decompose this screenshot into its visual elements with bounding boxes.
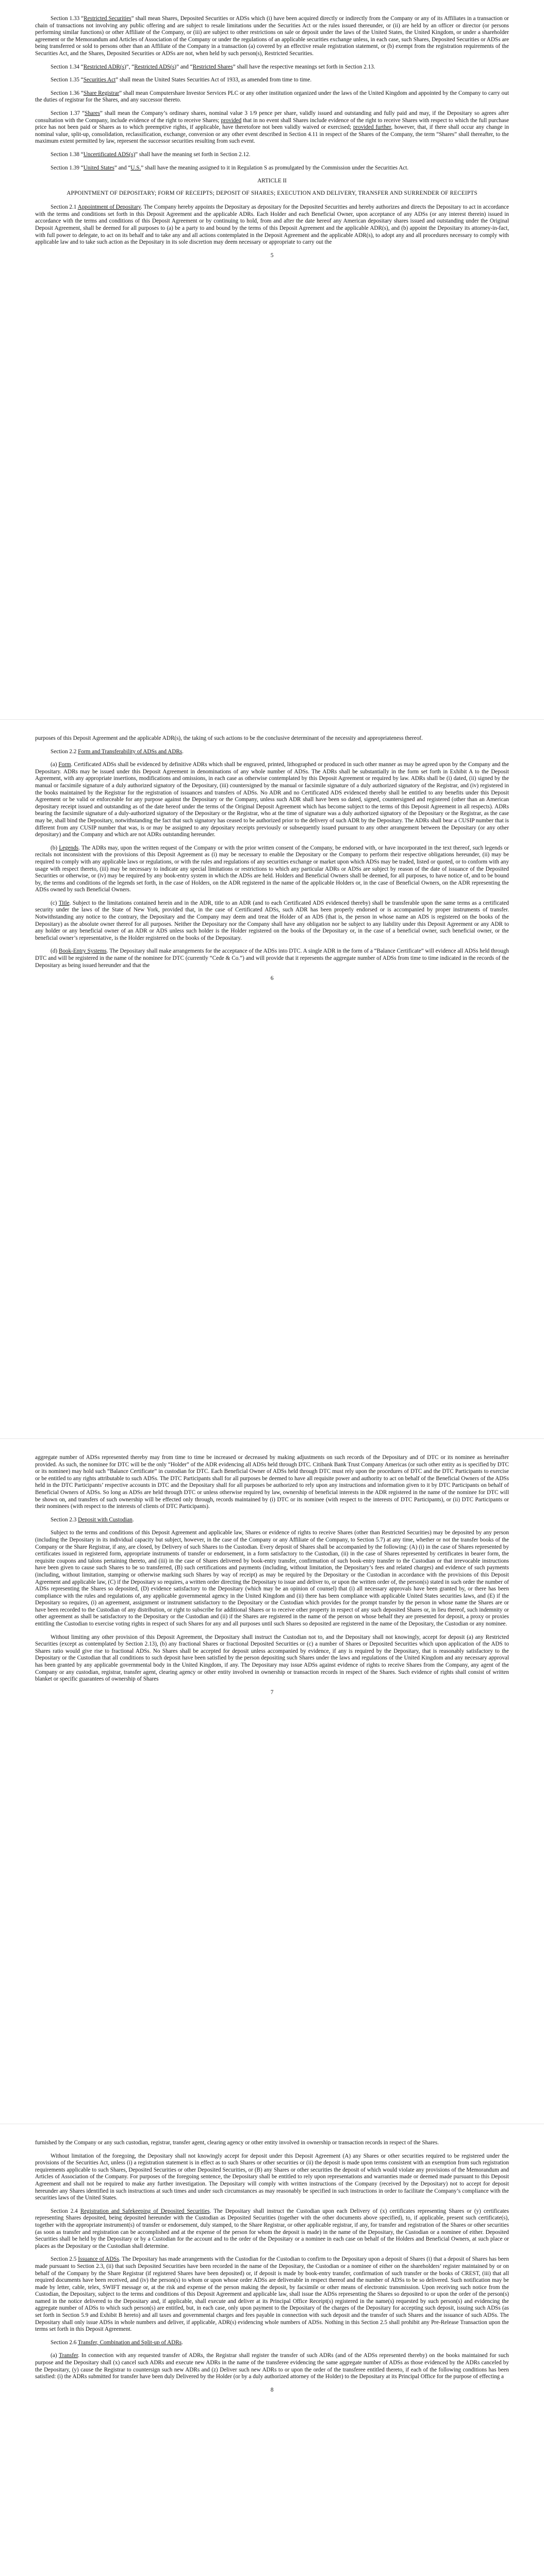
book-entry-paragraph: (d) Book-Entry Systems. The Depositary shall make arrangements for the acceptance of the ADSs into DTC. A single ADR in the form of a “Balance Certificate” will evidence all ADSs held through DTC and will be registered in the name of the nominee for DTC (currently “Cede & Co.”) and will provide that it represents the aggregate number of ADSs from time to time indicated in the records of the Depositary as being issued hereunder and that the — [35, 948, 509, 969]
article-subtitle: APPOINTMENT OF DEPOSITARY; FORM OF RECEIPTS; DEPOSIT OF SHARES; EXECUTION AND DELIVERY, TRANSFER AND SURRENDER OF RECEIPTS — [67, 190, 477, 196]
subsection-heading: Legends — [59, 844, 79, 851]
defined-term: Uncertificated ADS(s) — [83, 151, 136, 158]
page-number: 8 — [270, 2386, 274, 2393]
section-2-6-heading: Section 2.6 Transfer, Combination and Split-up of ADRs. — [51, 2339, 183, 2346]
title-paragraph: (c) Title. Subject to the limitations contained herein and in the ADR, title to an ADR (and to each Certificated ADS evidenced thereby) shall be transferable upon the same terms as a certificated security under the laws of the State of New York, provided that, in the case of Certificated ADSs, such ADR has been properly endorsed or is accompanied by proper instruments of transfer. Notwithstanding any notice to the contrary, the Depositary and the Company may deem and treat the Holder of an ADS (that is, the person in whose name an ADS is registered on the books of the Depositary) as the absolute owner thereof for all purposes. Neither the Depositary nor the Company shall have any obligation nor be subject to any liability under this Deposit Agreement or any ADR to any holder or any beneficial owner of an ADR or ADS unless such holder is the Holder registered on the books of the Depositary or, in the case of a beneficial owner, such beneficial owner, or the beneficial owner’s representative, is the Holder registered on the books of the Depositary. — [35, 900, 509, 941]
section-1-38-paragraph: Section 1.38 “Uncertificated ADS(s)” shall have the meaning set forth in Section 2.12. — [51, 151, 251, 158]
document-page-7 — [0, 1438, 544, 2124]
article-title: ARTICLE II — [257, 178, 287, 184]
proviso-term: provided — [221, 117, 242, 124]
subsection-heading: Title — [58, 900, 70, 906]
defined-term: Restricted ADS(s) — [134, 63, 176, 70]
section-2-5-paragraph: Section 2.5 Issuance of ADSs. The Depositary has made arrangements with the Custodian for the Custodian to confirm to the Depositary upon a deposit of Shares (i) that a deposit of Shares has been made pursuant to Section 2.3, (ii) that such Deposited Securities have been recorded in the name of the Depositary, the Custodian or a nominee of either on the shareholders’ register maintained by or on behalf of the Company by the Share Registrar (if registered Shares have been deposited) or, if deposit is made by book-entry transfer, confirmation of such transfer or the books of CREST, (iii) that all required documents have been received, and (iv) the person(s) to whom or upon whose order ADSs are deliverable in respect thereof and the number of ADSs to be so delivered. Such notification may be made by letter, cable, telex, SWIFT message or, at the risk and expense of the person making the deposit, by facsimile or other means of electronic transmission. Upon receiving such notice from the Custodian, the Depositary, subject to the terms and conditions of this Deposit Agreement and applicable law, shall issue the ADSs representing the Shares so deposited to or upon the order of the person(s) named in the notice delivered to the Depositary and, if applicable, shall execute and deliver at its Principal Office Receipt(s) registered in the name(s) requested by such person(s) and evidencing the aggregate number of ADSs to which such person(s) are entitled, but, in each case, only upon payment to the Depositary of the charges of the Depositary for accepting such deposit, issuing such ADSs (as set forth in Section 5.9 and Exhibit B hereto) and all taxes and governmental charges and fees payable in connection with such deposit and the transfer of such Shares and the issuance of such ADSs. The Depositary shall only issue ADSs in whole numbers and deliver, if applicable, ADR(s) evidencing whole numbers of ADSs. Nothing in this Section 2.5 shall prohibit any Pre-Release Transaction upon the terms set forth in this Deposit Agreement. — [35, 2256, 509, 2333]
section-1-39-paragraph: Section 1.39 “United States” and “U.S.” shall have the meaning assigned to it in Regulation S as promulgated by the Commission under the Securities Act. — [51, 164, 409, 171]
defined-term: Share Registrar — [83, 90, 120, 96]
defined-term: Restricted Securities — [84, 15, 131, 22]
document-page-8 — [0, 2124, 544, 2576]
section-1-36-paragraph: Section 1.36 “Share Registrar” shall mean Computershare Investor Services PLC or any other institution organized under the laws of the United Kingdom and appointed by the Company to carry out the duties of registrar for the Shares, and any successor thereto. — [35, 90, 509, 104]
section-heading: Registration and Safekeeping of Deposited Securities — [80, 2208, 210, 2214]
page-number: 6 — [270, 975, 274, 982]
section-2-1-paragraph: Section 2.1 Appointment of Depositary. The Company hereby appoints the Depositary as depositary for the Deposited Securities and hereby authorizes and directs the Depositary to act in accordance with the terms and conditions set forth in this Deposit Agreement and the applicable ADRs. Each Holder and each Beneficial Owner, upon acceptance of any ADSs (or any interest therein) issued in accordance with the terms and conditions of this Deposit Agreement or by continuing to hold, from and after the date hereof any American depositary shares issued and outstanding under the Original Deposit Agreement, shall be deemed for all purposes to (a) be a party to and bound by the terms of this Deposit Agreement and the applicable ADR(s), and (b) appoint the Depositary its attorney-in-fact, with full power to delegate, to act on its behalf and to take any and all actions contemplated in the Deposit Agreement and the applicable ADR(s), to adopt any and all procedures necessary to comply with applicable law and to take such action as the Depositary in its sole discretion may deem necessary or appropriate to carry out the — [35, 204, 509, 246]
defined-term: United States — [83, 164, 114, 171]
section-heading: Appointment of Depositary — [77, 204, 141, 211]
section-heading: Deposit with Custodian — [78, 1516, 133, 1523]
proviso-term: provided further — [353, 124, 391, 131]
document-page-6 — [0, 719, 544, 1438]
section-1-35-paragraph: Section 1.35 “Securities Act” shall mean the United States Securities Act of 1933, as amended from time to time. — [51, 77, 312, 83]
defined-term: Restricted ADR(s) — [83, 63, 126, 70]
page-number: 7 — [270, 1689, 274, 1696]
section-1-34-paragraph: Section 1.34 “Restricted ADR(s)”, “Restricted ADS(s)” and “Restricted Shares” shall have the respective meanings set forth in Section 2.13. — [51, 63, 375, 70]
section-1-33-paragraph: Section 1.33 “Restricted Securities” shall mean Shares, Deposited Securities or ADSs which (i) have been acquired directly or indirectly from the Company or any of its Affiliates in a transaction or chain of transactions not involving any public offering and are subject to resale limitations under the Securities Act or the rules issued thereunder, or (ii) are held by an officer or director (or persons performing similar functions) or other Affiliate of the Company, or (iii) are subject to other restrictions on sale or deposit under the laws of the United States, the United Kingdom, or under a shareholder agreement or the Memorandum and Articles of Association of the Company or under the regulations of an applicable securities exchange unless, in each case, such Shares, Deposited Securities or ADSs are being transferred or sold to persons other than an Affiliate of the Company in a transaction (a) covered by an effective resale registration statement, or (b) exempt from the registration requirements of the Securities Act, and the Shares, Deposited Securities or ADSs are not, when held by such person(s), Restricted Securities. — [35, 15, 509, 57]
deposit-restriction-paragraph: Without limitation of the foregoing, the Depositary shall not knowingly accept for deposit under this Deposit Agreement (A) any Shares or other securities required to be registered under the provisions of the Securities Act, unless (i) a registration statement is in effect as to such Shares or other securities or (ii) the deposit is made upon terms consistent with an exemption from such registration requirements applicable to such Shares, Deposited Securities or other Deposited Securities, or (B) any Shares or other securities the deposit of which would violate any provisions of the Memorandum and Articles of Association of the Company. For purposes of the foregoing sentence, the Depositary shall be entitled to rely upon representations and warranties made or deemed made pursuant to this Deposit Agreement and shall not be required to make any further investigation. The Depositary will comply with written instructions of the Company (received by the Depositary) not to accept for deposit hereunder any Shares identified in such instructions at such times and under such circumstances as may reasonably be specified in such instructions in order to facilitate the Company’s compliance with the securities laws of the United States. — [35, 2153, 509, 2201]
defined-term: Securities Act — [83, 77, 116, 83]
page-number: 5 — [270, 252, 274, 259]
defined-term: Shares — [85, 110, 100, 116]
deposit-paragraph: Subject to the terms and conditions of this Deposit Agreement and applicable law, Shares or evidence of rights to receive Shares (other than Restricted Securities) may be deposited by any person (including the Depositary in its individual capacity but subject, however, in the case of the Company or any Affiliate of the Company, to Section 5.7) at any time, whether or not the transfer books of the Company or the Share Registrar, if any, are closed, by Delivery of such Shares to the Custodian. Every deposit of Shares shall be accompanied by the following: (A) (i) in the case of Shares represented by certificates issued in registered form, appropriate instruments of transfer or endorsement, in a form satisfactory to the Custodian, (ii) in the case of Shares represented by certificates in bearer form, the requisite coupons and talons pertaining thereto, and (iii) in the case of Shares delivered by book-entry transfer, confirmation of such book-entry transfer to the Custodian or that irrevocable instructions have been given to cause such Shares to be so transferred, (B) such certifications and payments (including, without limitation, the Depositary’s fees and related charges) and evidence of such payments (including, without limitation, stamping or otherwise marking such Shares by way of receipt) as may be required by the Depositary or the Custodian in accordance with the provisions of this Deposit Agreement and applicable law, (C) if the Depositary so requires, a written order directing the Depositary to issue and deliver to, or upon the written order of, the person(s) stated in such order the number of ADSs representing the Shares so deposited, (D) evidence satisfactory to the Depositary (which may be an opinion of counsel) that (i) all necessary approvals have been granted by, or there has been compliance with the rules and regulations of, any applicable governmental agency in the United Kingdom and (ii) there has been compliance with applicable United States securities laws, and (E) if the Depositary so requires, (i) an agreement, assignment or instrument satisfactory to the Depositary or the Custodian which provides for the prompt transfer by the person in whose name the Shares are or have been recorded to the Custodian of any distribution, or right to subscribe for additional Shares or to receive other property in respect of any such deposited Shares or, in lieu thereof, such indemnity or other agreement as shall be satisfactory to the Depositary or the Custodian and (ii) if the Shares are registered in the name of the person on whose behalf they are presented for deposit, a proxy or proxies entitling the Custodian to exercise voting rights in respect of such Shares for any and all purposes until such Shares so deposited are registered in the name of the Depositary, the Custodian or any nominee. — [35, 1530, 509, 1628]
defined-term: Restricted Shares — [192, 63, 233, 70]
subsection-heading: Book-Entry Systems — [58, 948, 107, 955]
section-1-37-paragraph: Section 1.37 “Shares” shall mean the Company’s ordinary shares, nominal value 3 1/9 pence per share, validly issued and outstanding and fully paid and may, if the Depositary so agrees after consultation with the Company, include evidence of the right to receive Shares; provided that in no event shall Shares include evidence of the right to receive Shares with respect to which the full purchase price has not been paid or Shares as to which preemptive rights, if applicable, have theretofore not been validly waived or exercised; provided further, however, that, if there shall occur any change in nominal value, split-up, consolidation, reclassification, exchange, conversion or any other event described in Section 4.11 in respect of the Shares of the Company, the term “Shares” shall thereafter, to the maximum extent permitted by law, represent the successor securities resulting from such event. — [35, 110, 509, 145]
transfer-paragraph: (a) Transfer. In connection with any requested transfer of ADRs, the Registrar shall register the transfer of such ADRs (and of the ADSs represented thereby) on the books maintained for such purpose and the Depositary shall (x) cancel such ADRs and execute new ADRs in the name of the transferee evidencing the same aggregate number of ADSs as those evidenced by the ADRs canceled by the Depositary, (y) cause the Registrar to countersign such new ADRs and (z) Deliver such new ADRs to or upon the order of the transferee entitled thereto, if each of the following conditions has been satisfied: (i) the ADRs submitted for transfer have been duly Delivered by the Holder (or by a duly authorized attorney of the Holder) to the Depositary at its Principal Office for the purpose of effecting a — [35, 2352, 509, 2380]
section-2-3-heading: Section 2.3 Deposit with Custodian. — [51, 1516, 134, 1523]
section-heading: Form and Transferability of ADSs and ADRs — [78, 748, 183, 755]
form-paragraph: (a) Form. Certificated ADSs shall be evidenced by definitive ADRs which shall be engraved, printed, lithographed or produced in such other manner as may be agreed upon by the Company and the Depositary. ADRs may be issued under this Deposit Agreement in denominations of any whole number of ADSs. The ADRs shall be substantially in the form set forth in Exhibit A to the Deposit Agreement, with any appropriate insertions, modifications and omissions, in each case as otherwise contemplated by this Deposit Agreement or required by law. ADRs shall be (i) dated, (ii) signed by the manual or facsimile signature of a duly authorized signatory of the Depositary, (iii) countersigned by the manual or facsimile signature of a duly authorized signatory of the Registrar, and (iv) registered in the books maintained by the Registrar for the registration of issuances and transfers of ADSs. No ADR and no Certificated ADS evidenced thereby shall be entitled to any benefits under this Deposit Agreement or be valid or enforceable for any purpose against the Depositary or the Company, unless such ADR shall have been so dated, signed, countersigned and registered (other than an American depositary receipt issued and outstanding as of the date hereof under the terms of the Original Deposit Agreement which has become subject to the terms of this Deposit Agreement in all respects). ADRs bearing the facsimile signature of a duly-authorized signatory of the Depositary or the Registrar, who at the time of signature was a duly authorized signatory of the Depositary or the Registrar, as the case may be, shall bind the Depositary, notwithstanding the fact that such signatory has ceased to be authorized prior to the delivery of such ADR by the Depositary. The ADRs shall bear a CUSIP number that is different from any CUSIP number that was, is or may be assigned to any depositary receipts previously or subsequently issued pursuant to any other arrangement between the Depositary (or any other depositary) and the Company and which are not ADRs outstanding hereunder. — [35, 761, 509, 838]
legends-paragraph: (b) Legends. The ADRs may, upon the written request of the Company or with the prior written consent of the Company, be endorsed with, or have incorporated in the text thereof, such legends or recitals not inconsistent with the provisions of this Deposit Agreement as (i) may be necessary to enable the Depositary or the Company to perform their respective obligations hereunder, (ii) may be required to comply with any applicable laws or regulations, or with the rules and regulations of any securities exchange or market upon which ADSs may be traded, listed or quoted, or to conform with any usage with respect thereto, (iii) may be necessary to indicate any special limitations or restrictions to which any particular ADRs or ADSs are subject by reason of the date of issuance of the Deposited Securities or otherwise, or (iv) may be required by any book-entry system in which the ADSs are held. Holders and Beneficial Owners shall be deemed, for all purposes, to have notice of, and to be bound by, the terms and conditions of the legends set forth, in the case of Holders, on the ADR registered in the name of the applicable Holders or, in the case of Beneficial Owners, on the ADR representing the ADSs owned by such Beneficial Owners. — [35, 844, 509, 893]
continued-paragraph: aggregate number of ADSs represented thereby may from time to time be increased or decreased by making adjustments on such records of the Depositary and of DTC or its nominee as hereinafter provided. As such, the nominee for DTC will be the only “Holder” of the ADR evidencing all ADSs held through DTC. Citibank Bank Trust Company Americas (or such other entity as is specified by DTC or its nominee) may hold such “Balance Certificate” in custodian for DTC. Each Beneficial Owner of ADSs held through DTC must rely upon the procedures of DTC and the DTC Participants to exercise or be entitled to any rights attributable to such ADSs. The DTC Participants shall for all purposes be deemed to have all requisite power and authority to act on behalf of the Beneficial Owners of the ADSs held in the DTC Participants’ respective accounts in DTC and the Depositary shall for all purposes be authorized to rely upon any instructions and information given to it by DTC Participants on behalf of Beneficial Owners of ADSs. So long as ADSs are held through DTC or unless otherwise required by law, ownership of beneficial interests in the ADR registered in the name of the nominee for DTC will be shown on, and transfers of such ownership will be effected only through, records maintained by (i) DTC or its nominee (with respect to the interests of DTC Participants), or (ii) DTC Participants or their nominees (with respect to the interests of clients of DTC Participants). — [35, 1454, 509, 1510]
section-2-2-heading: Section 2.2 Form and Transferability of ADSs and ADRs. — [51, 748, 184, 755]
continued-paragraph: purposes of this Deposit Agreement and the applicable ADR(s), the taking of such actions to be the conclusive determinant of the necessity and appropriateness thereof. — [35, 735, 423, 741]
section-heading: Issuance of ADSs — [78, 2256, 119, 2263]
subsection-heading: Transfer — [59, 2352, 78, 2359]
deposit-limitation-paragraph: Without limiting any other provision of this Deposit Agreement, the Depositary shall instruct the Custodian not to, and the Depositary shall not knowingly, accept for deposit (a) any Restricted Securities (except as contemplated by Section 2.13), (b) any fractional Shares or fractional Deposited Securities or (c) a number of Shares or Deposited Securities which upon application of the ADS to Shares ratio would give rise to fractional ADSs. No Shares shall be accepted for deposit unless accompanied by evidence, if any is required by the Depositary, that is reasonably satisfactory to the Depositary or the Custodian that all conditions to such deposit have been satisfied by the person depositing such Shares under the laws and regulations of the United Kingdom and any necessary approval has been granted by any applicable governmental body in the United Kingdom, if any. The Depositary may issue ADSs against evidence of rights to receive Shares from the Company, any agent of the Company or any custodian, registrar, transfer agent, clearing agency or other entity involved in ownership or transaction records in respect of the Shares. Such evidence of rights shall consist of written blanket or specific guarantees of ownership of Shares — [35, 1634, 509, 1683]
section-2-4-paragraph: Section 2.4 Registration and Safekeeping of Deposited Securities. The Depositary shall instruct the Custodian upon each Delivery of (x) certificates representing Shares or (y) certificates representing Shares deposited, being deposited hereunder with the Custodian as Deposited Securities (together with the other documents above specified), to, if applicable, present such certificate(s), together with the appropriate instrument(s) of transfer or endorsement, duly stamped, to the Share Registrar, or other applicable registrar, if any, for transfer and registration of the Shares or other securities (as soon as transfer and registration can be accomplished and at the expense of the person for whom the deposit is made) in the name of the Depositary, the Custodian or a nominee of either. Deposited Securities shall be held by the Depositary or by a Custodian for the account and to the order of the Depositary or a nominee in each case on behalf of the Holders and Beneficial Owners, at such place or places as the Depositary or the Custodian shall determine. — [35, 2208, 509, 2249]
defined-term: U.S. — [130, 164, 141, 171]
document-page-5 — [0, 0, 544, 719]
subsection-heading: Form — [58, 761, 71, 768]
section-heading: Transfer, Combination and Split-up of ADRs — [77, 2339, 182, 2346]
continued-paragraph: furnished by the Company or any such custodian, registrar, transfer agent, clearing agency or other entity involved in ownership or transaction records in respect of the Shares. — [35, 2140, 439, 2146]
